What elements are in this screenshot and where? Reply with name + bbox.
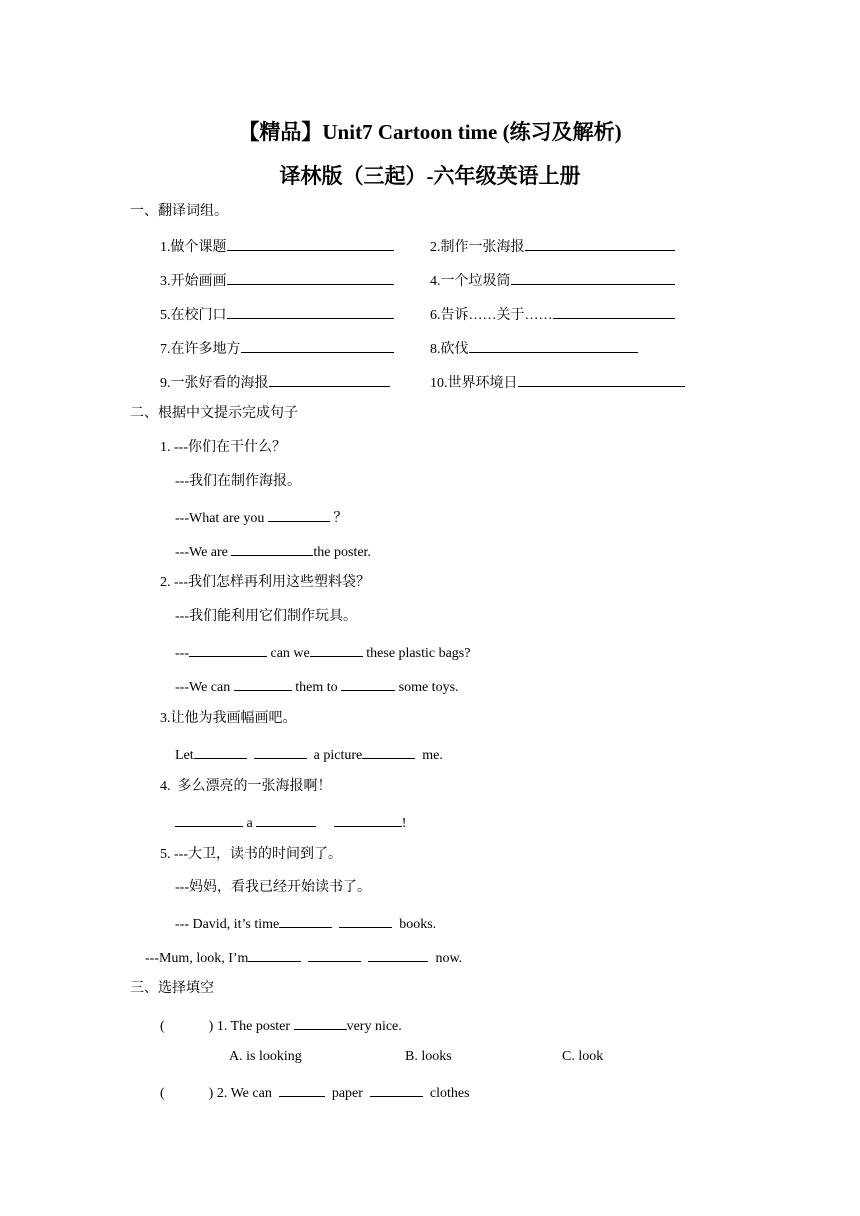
choice-question: ( ) 1. The poster very nice. <box>160 1015 402 1036</box>
question-line: 1. ---你们在干什么？ <box>160 440 286 455</box>
answer-blank <box>525 236 675 251</box>
answer-blank <box>227 236 394 251</box>
choice-option-c: C. look <box>562 1049 604 1064</box>
phrase-item: 7.在许多地方 <box>160 338 394 359</box>
question-line: ---妈妈，看我已经开始读书了。 <box>175 880 371 895</box>
answer-blank <box>308 947 361 962</box>
answer-blank <box>279 1082 325 1097</box>
answer-blank <box>227 270 394 285</box>
section2-heading: 二、根据中文提示完成句子 <box>130 406 298 421</box>
question-line: --- can we these plastic bags? <box>175 642 470 663</box>
answer-blank <box>175 812 243 827</box>
answer-blank <box>341 676 395 691</box>
title-line-1: 【精品】Unit7 Cartoon time (练习及解析) <box>238 120 622 144</box>
question-line: ---We can them to some toys. <box>175 676 459 697</box>
answer-blank <box>334 812 402 827</box>
question-line: Let a picture me. <box>175 744 443 765</box>
answer-blank <box>268 507 330 522</box>
answer-blank <box>194 744 247 759</box>
answer-blank <box>279 913 332 928</box>
answer-blank <box>553 304 675 319</box>
answer-blank <box>518 372 685 387</box>
answer-blank <box>294 1015 347 1030</box>
answer-blank <box>362 744 415 759</box>
answer-blank <box>256 812 316 827</box>
answer-blank <box>368 947 428 962</box>
answer-blank <box>339 913 392 928</box>
phrase-item: 8.砍伐 <box>430 338 638 359</box>
answer-blank <box>248 947 301 962</box>
answer-blank <box>189 642 267 657</box>
phrase-item: 4.一个垃圾筒 <box>430 270 675 291</box>
question-line: ---Mum, look, I’m now. <box>145 947 462 968</box>
question-line: ---我们能利用它们制作玩具。 <box>175 609 357 624</box>
phrase-item: 6.告诉……关于…… <box>430 304 675 325</box>
question-line: 5. ---大卫，读书的时间到了。 <box>160 847 342 862</box>
phrase-item: 9.一张好看的海报 <box>160 372 390 393</box>
phrase-item: 2.制作一张海报 <box>430 236 675 257</box>
answer-blank <box>370 1082 423 1097</box>
question-line: 3.让他为我画幅画吧。 <box>160 711 297 726</box>
section3-heading: 三、选择填空 <box>130 981 214 996</box>
choice-question: ( ) 2. We can paper clothes <box>160 1082 470 1103</box>
question-line: ---We are the poster. <box>175 541 371 562</box>
question-line: --- David, it’s time books. <box>175 913 436 934</box>
answer-blank <box>469 338 638 353</box>
question-line: 2. ---我们怎样再利用这些塑料袋？ <box>160 575 370 590</box>
question-line: ---What are you ？ <box>175 507 347 528</box>
answer-blank <box>227 304 394 319</box>
answer-blank <box>234 676 292 691</box>
phrase-item: 10.世界环境日 <box>430 372 685 393</box>
choice-option-a: A. is looking <box>229 1049 302 1064</box>
answer-blank <box>269 372 390 387</box>
phrase-item: 1.做个课题 <box>160 236 394 257</box>
answer-blank <box>310 642 363 657</box>
phrase-item: 5.在校门口 <box>160 304 394 325</box>
answer-blank <box>511 270 675 285</box>
answer-blank <box>254 744 307 759</box>
question-line: ---我们在制作海报。 <box>175 474 301 489</box>
question-line: a ! <box>175 812 406 833</box>
section1-heading: 一、翻译词组。 <box>130 204 228 219</box>
answer-blank <box>241 338 394 353</box>
choice-option-b: B. looks <box>405 1049 452 1064</box>
title-line-2: 译林版（三起）-六年级英语上册 <box>279 164 581 188</box>
phrase-item: 3.开始画画 <box>160 270 394 291</box>
answer-blank <box>231 541 313 556</box>
question-line: 4. 多么漂亮的一张海报啊！ <box>160 779 332 794</box>
